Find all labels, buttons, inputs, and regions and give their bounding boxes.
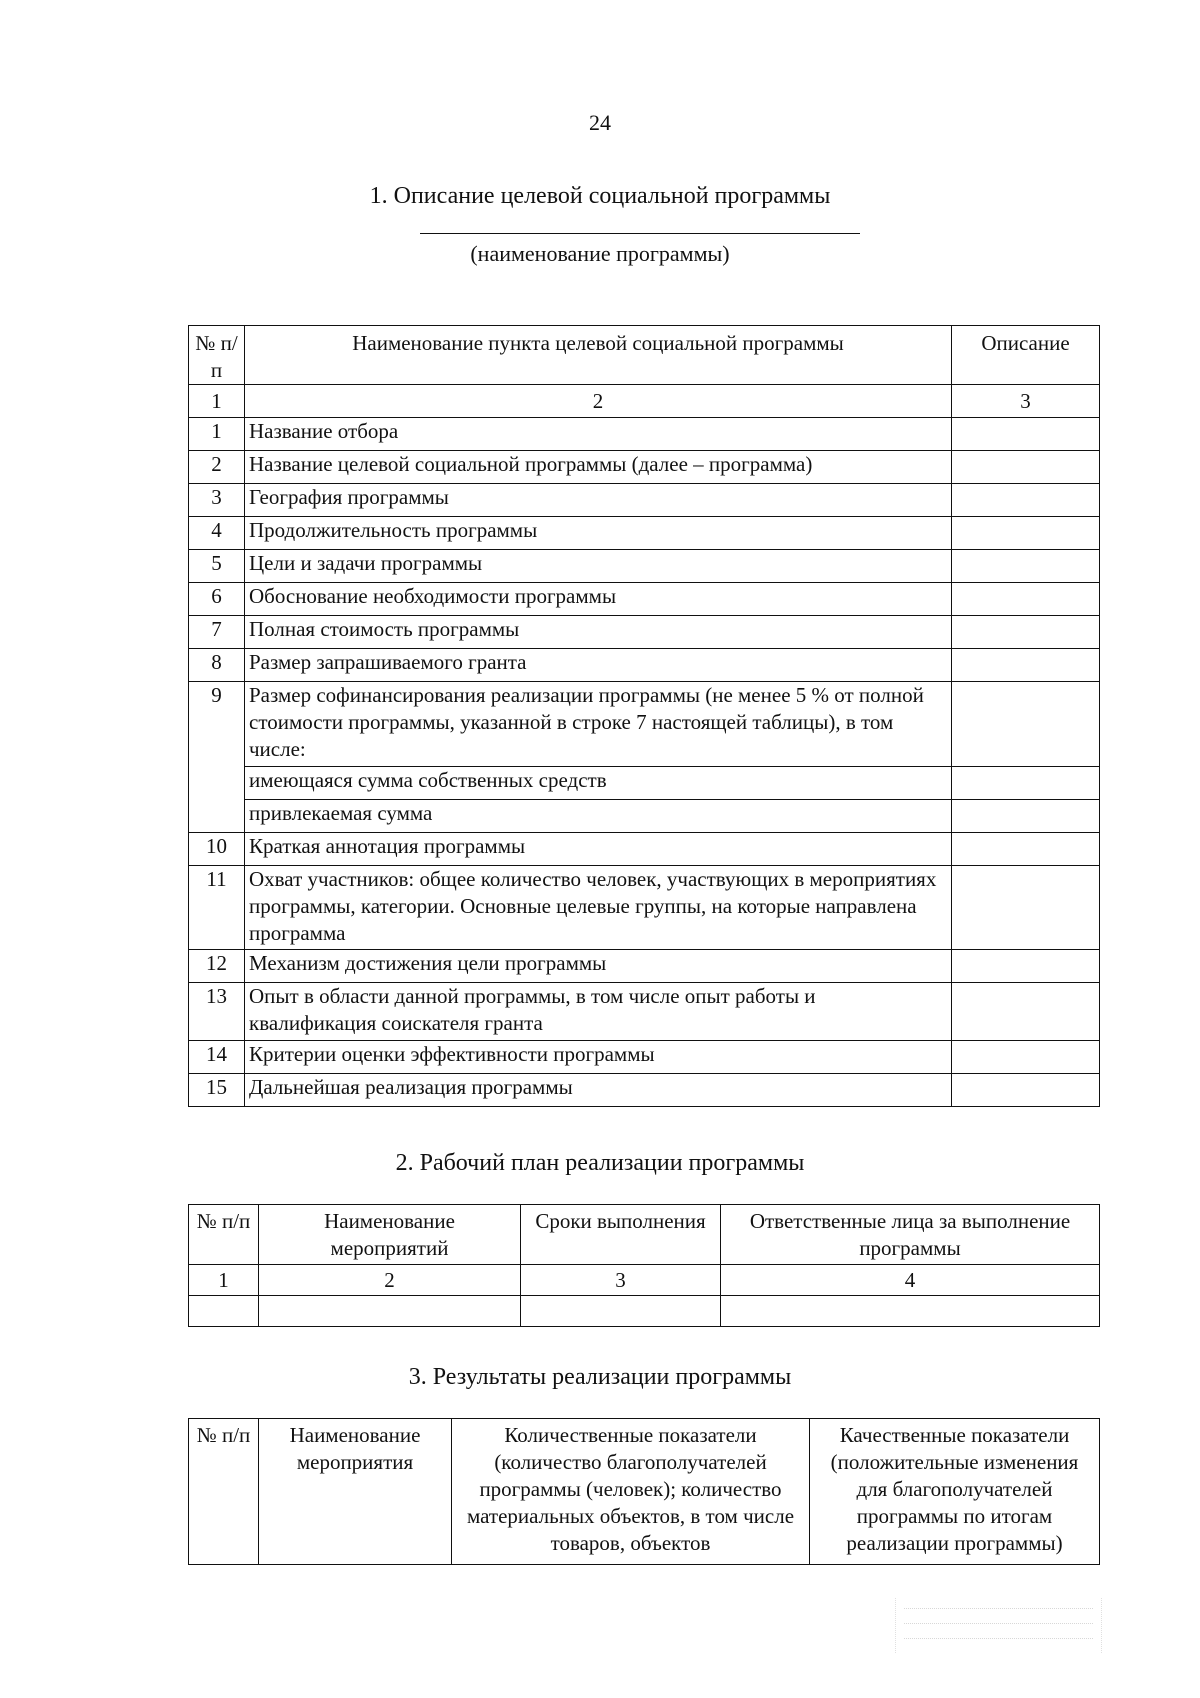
table-row: [189, 1074, 1100, 1107]
table-row: [189, 451, 1100, 484]
description-cell[interactable]: [952, 983, 1100, 1041]
section2-title: 2. Рабочий план реализации программы: [395, 1150, 805, 1176]
header-quantitative: Количественные показатели (количество благополучателей программы (человек); количество материальных объектов, в том числе товаров, объектов: [452, 1419, 810, 1565]
description-cell[interactable]: [952, 1041, 1100, 1074]
table-row: [189, 866, 1100, 950]
description-cell[interactable]: [952, 484, 1100, 517]
table-row: [189, 616, 1100, 649]
section3-title: 3. Результаты реализации программы: [408, 1364, 792, 1390]
header-qualitative: Качественные показатели (положительные изменения для благополучателей программы по итогам реализации программы): [810, 1419, 1100, 1565]
row-number: 11: [189, 866, 245, 950]
row-number: 8: [189, 649, 245, 682]
description-cell[interactable]: [952, 800, 1100, 833]
description-cell[interactable]: [952, 517, 1100, 550]
empty-cell[interactable]: [521, 1296, 721, 1327]
empty-cell[interactable]: [259, 1296, 521, 1327]
row-label: Размер запрашиваемого гранта: [245, 649, 952, 682]
description-cell[interactable]: [952, 950, 1100, 983]
table-row: [189, 950, 1100, 983]
table-row: [189, 583, 1100, 616]
row-label: Механизм достижения цели программы: [245, 950, 952, 983]
index-cell: 3: [521, 1265, 721, 1296]
row-number: 9: [189, 682, 245, 833]
description-cell[interactable]: [952, 866, 1100, 950]
row-label: имеющаяся сумма собственных средств: [245, 767, 952, 800]
table-row: [189, 1041, 1100, 1074]
section1-title: 1. Описание целевой социальной программы: [369, 183, 831, 209]
row-label: привлекаемая сумма: [245, 800, 952, 833]
row-label: Название отбора: [245, 418, 952, 451]
header-number: № п/п: [189, 1419, 259, 1565]
header-number: № п/п: [189, 1205, 259, 1265]
row-number: 7: [189, 616, 245, 649]
row-number: 4: [189, 517, 245, 550]
description-cell[interactable]: [952, 451, 1100, 484]
row-number: 10: [189, 833, 245, 866]
row-label: Опыт в области данной программы, в том числе опыт работы и квалификация соискателя гранта: [245, 983, 952, 1041]
row-label: Обоснование необходимости программы: [245, 583, 952, 616]
row-label: География программы: [245, 484, 952, 517]
header-activity: Наименование мероприятия: [259, 1419, 452, 1565]
table-row: [189, 1296, 1100, 1327]
row-number: 3: [189, 484, 245, 517]
work-plan-table: [188, 1204, 1100, 1327]
row-label: Краткая аннотация программы: [245, 833, 952, 866]
row-number: 6: [189, 583, 245, 616]
description-cell[interactable]: [952, 583, 1100, 616]
table-row: [189, 833, 1100, 866]
faded-stamp: [895, 1598, 1102, 1653]
row-number: 2: [189, 451, 245, 484]
table-row: [189, 418, 1100, 451]
header-deadlines: Сроки выполнения: [521, 1205, 721, 1265]
header-number: № п/п: [189, 326, 245, 385]
row-number: 13: [189, 983, 245, 1041]
index-cell: 2: [245, 385, 952, 418]
description-cell[interactable]: [952, 418, 1100, 451]
table-row: [189, 983, 1100, 1041]
index-cell: 4: [721, 1265, 1100, 1296]
description-cell[interactable]: [952, 767, 1100, 800]
index-cell: 2: [259, 1265, 521, 1296]
row-label: Полная стоимость программы: [245, 616, 952, 649]
header-description: Описание: [952, 326, 1100, 385]
empty-cell[interactable]: [189, 1296, 259, 1327]
row-number: 1: [189, 418, 245, 451]
description-cell[interactable]: [952, 550, 1100, 583]
index-cell: 3: [952, 385, 1100, 418]
index-cell: 1: [189, 1265, 259, 1296]
row-label: Цели и задачи программы: [245, 550, 952, 583]
program-name-blank-line: [420, 233, 860, 234]
table-row: [189, 484, 1100, 517]
empty-cell[interactable]: [721, 1296, 1100, 1327]
description-cell[interactable]: [952, 649, 1100, 682]
results-table: [188, 1418, 1100, 1565]
row-label: Продолжительность программы: [245, 517, 952, 550]
row-label: Название целевой социальной программы (далее – программа): [245, 451, 952, 484]
description-cell[interactable]: [952, 616, 1100, 649]
description-cell[interactable]: [952, 833, 1100, 866]
table-row: [189, 800, 1100, 833]
row-label: Охват участников: общее количество человек, участвующих в мероприятиях программы, категории. Основные целевые группы, на которые направлена программа: [245, 866, 952, 950]
description-cell[interactable]: [952, 1074, 1100, 1107]
program-description-table: [188, 325, 1100, 1107]
table-row: [189, 550, 1100, 583]
row-number: 15: [189, 1074, 245, 1107]
header-item-name: Наименование пункта целевой социальной программы: [245, 326, 952, 385]
row-number: 5: [189, 550, 245, 583]
header-activities: Наименование мероприятий: [259, 1205, 521, 1265]
row-label: Критерии оценки эффективности программы: [245, 1041, 952, 1074]
table-row: [189, 517, 1100, 550]
page-number: 24: [589, 110, 611, 135]
row-number: 12: [189, 950, 245, 983]
table-row: [189, 767, 1100, 800]
program-name-caption: (наименование программы): [470, 241, 730, 266]
index-cell: 1: [189, 385, 245, 418]
row-label: Размер софинансирования реализации программы (не менее 5 % от полной стоимости программы, указанной в строке 7 настоящей таблицы), в том числе:: [245, 682, 952, 767]
description-cell[interactable]: [952, 682, 1100, 767]
header-responsible: Ответственные лица за выполнение программы: [721, 1205, 1100, 1265]
table-row: [189, 682, 1100, 767]
table-row: [189, 649, 1100, 682]
row-number: 14: [189, 1041, 245, 1074]
row-label: Дальнейшая реализация программы: [245, 1074, 952, 1107]
